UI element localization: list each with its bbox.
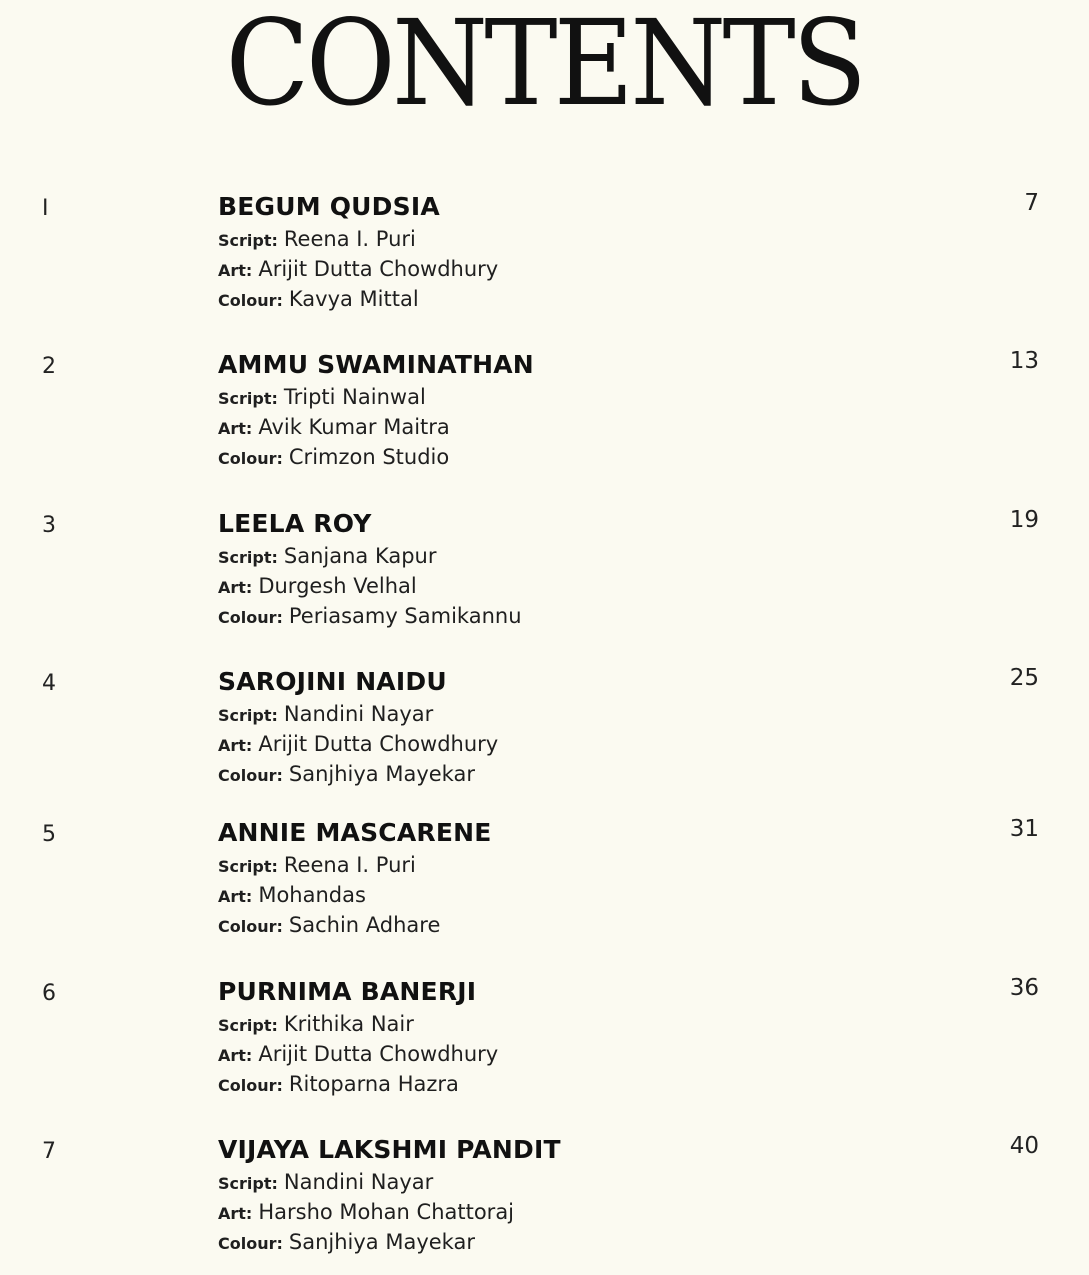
script-label: Script: <box>218 548 278 567</box>
toc-entry-4[interactable] <box>0 667 1089 807</box>
entry-title[interactable]: LEELA ROY <box>218 509 372 538</box>
script-credit <box>218 544 437 568</box>
entry-page-number[interactable]: 7 <box>1024 190 1039 216</box>
art-name: Arijit Dutta Chowdhury <box>258 257 499 281</box>
script-credit <box>218 853 416 877</box>
entry-number: 7 <box>42 1139 56 1164</box>
script-name: Sanjana Kapur <box>283 544 437 568</box>
entry-title[interactable]: VIJAYA LAKSHMI PANDIT <box>218 1135 561 1164</box>
art-name: Arijit Dutta Chowdhury <box>258 732 499 756</box>
toc-entry-2[interactable] <box>0 350 1089 490</box>
entry-page-number[interactable]: 36 <box>1009 975 1039 1001</box>
colour-name: Crimzon Studio <box>288 445 450 469</box>
colour-credit <box>218 1230 475 1254</box>
colour-name: Sanjhiya Mayekar <box>288 762 475 786</box>
entry-number: 3 <box>42 513 56 538</box>
art-label: Art: <box>218 261 253 280</box>
script-label: Script: <box>218 1174 278 1193</box>
script-name: Nandini Nayar <box>283 702 434 726</box>
colour-label: Colour: <box>218 449 283 468</box>
script-label: Script: <box>218 857 278 876</box>
toc-entry-7[interactable] <box>0 1135 1089 1275</box>
art-label: Art: <box>218 736 253 755</box>
script-name: Tripti Nainwal <box>283 385 426 409</box>
colour-label: Colour: <box>218 608 283 627</box>
art-label: Art: <box>218 1204 253 1223</box>
colour-credit <box>218 913 440 937</box>
toc-entry-3[interactable] <box>0 509 1089 649</box>
art-label: Art: <box>218 419 253 438</box>
colour-credit <box>218 1072 459 1096</box>
script-credit <box>218 1012 414 1036</box>
art-label: Art: <box>218 887 253 906</box>
toc-entry-6[interactable] <box>0 977 1089 1117</box>
colour-name: Sanjhiya Mayekar <box>288 1230 475 1254</box>
art-name: Arijit Dutta Chowdhury <box>258 1042 499 1066</box>
entry-number: 5 <box>42 822 56 847</box>
script-name: Reena I. Puri <box>283 227 416 251</box>
colour-name: Ritoparna Hazra <box>288 1072 459 1096</box>
entry-number: I <box>42 196 49 221</box>
entry-page-number[interactable]: 31 <box>1009 816 1039 842</box>
art-credit <box>218 257 498 281</box>
script-credit <box>218 702 433 726</box>
entry-page-number[interactable]: 40 <box>1009 1133 1039 1159</box>
colour-label: Colour: <box>218 1234 283 1253</box>
art-credit <box>218 732 498 756</box>
art-label: Art: <box>218 1046 253 1065</box>
page-title: CONTENTS <box>225 0 864 132</box>
colour-name: Kavya Mittal <box>288 287 419 311</box>
toc-entry-1[interactable] <box>0 192 1089 332</box>
script-label: Script: <box>218 389 278 408</box>
colour-label: Colour: <box>218 917 283 936</box>
colour-label: Colour: <box>218 766 283 785</box>
colour-label: Colour: <box>218 291 283 310</box>
art-name: Avik Kumar Maitra <box>258 415 450 439</box>
script-name: Nandini Nayar <box>283 1170 434 1194</box>
script-name: Krithika Nair <box>283 1012 414 1036</box>
entry-title[interactable]: AMMU SWAMINATHAN <box>218 350 534 379</box>
art-credit <box>218 883 366 907</box>
script-credit <box>218 385 426 409</box>
entry-title[interactable]: ANNIE MASCARENE <box>218 818 492 847</box>
art-name: Harsho Mohan Chattoraj <box>258 1200 515 1224</box>
colour-credit <box>218 287 419 311</box>
art-name: Durgesh Velhal <box>258 574 417 598</box>
script-label: Script: <box>218 706 278 725</box>
art-credit <box>218 1200 514 1224</box>
colour-name: Sachin Adhare <box>288 913 441 937</box>
colour-credit <box>218 445 449 469</box>
entry-title[interactable]: SAROJINI NAIDU <box>218 667 447 696</box>
entry-title[interactable]: BEGUM QUDSIA <box>218 192 440 221</box>
art-credit <box>218 415 450 439</box>
colour-label: Colour: <box>218 1076 283 1095</box>
entry-number: 4 <box>42 671 56 696</box>
art-credit <box>218 1042 498 1066</box>
script-name: Reena I. Puri <box>283 853 416 877</box>
script-label: Script: <box>218 231 278 250</box>
colour-credit <box>218 762 475 786</box>
entry-number: 6 <box>42 981 56 1006</box>
entry-page-number[interactable]: 19 <box>1009 507 1039 533</box>
entry-title[interactable]: PURNIMA BANERJI <box>218 977 477 1006</box>
colour-credit <box>218 604 522 628</box>
script-credit <box>218 1170 433 1194</box>
art-name: Mohandas <box>258 883 366 907</box>
art-credit <box>218 574 417 598</box>
entry-page-number[interactable]: 25 <box>1009 665 1039 691</box>
colour-name: Periasamy Samikannu <box>288 604 522 628</box>
toc-entry-5[interactable] <box>0 818 1089 958</box>
script-label: Script: <box>218 1016 278 1035</box>
entry-page-number[interactable]: 13 <box>1009 348 1039 374</box>
art-label: Art: <box>218 578 253 597</box>
script-credit <box>218 227 416 251</box>
entry-number: 2 <box>42 354 56 379</box>
